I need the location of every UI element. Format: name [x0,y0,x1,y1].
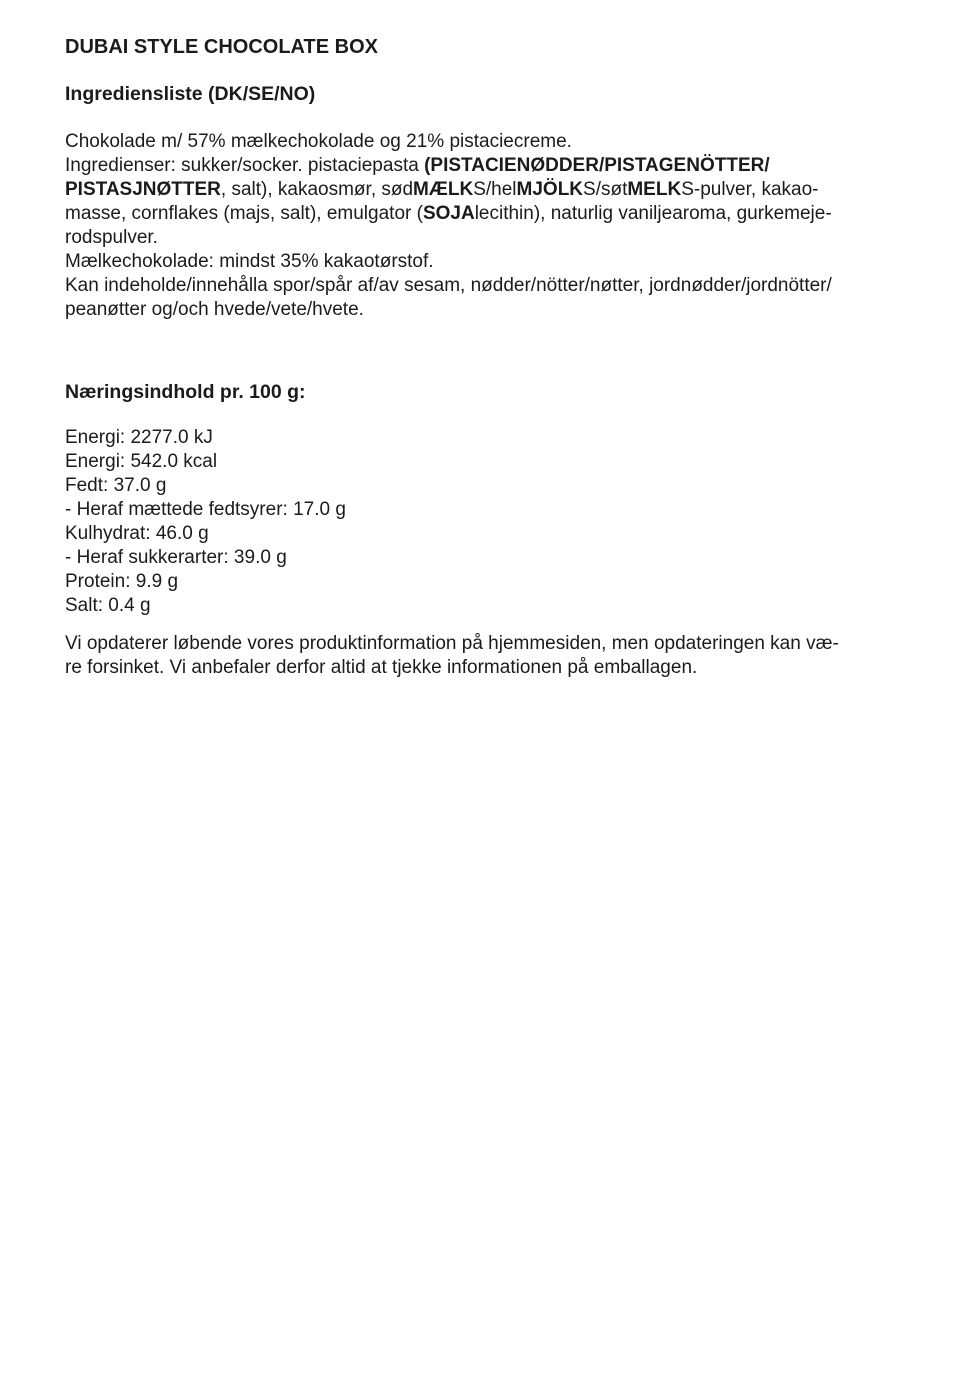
text-line: Mælkechokolade: mindst 35% kakaotørstof. [65,251,434,272]
nutrition-row-fat: Fedt: 37.0 g [65,475,167,496]
disclaimer-line: re forsinket. Vi anbefaler derfor altid at tjekke informationen på emballagen. [65,657,698,678]
nutrition-row-protein: Protein: 9.9 g [65,571,179,592]
nutrition-row-salt: Salt: 0.4 g [65,595,151,616]
text-line: rodspulver. [65,227,158,248]
nutrition-heading: Næringsindhold pr. 100 g: [65,381,306,403]
disclaimer-line: Vi opdaterer løbende vores produktinformation på hjemmesiden, men opdateringen kan væ- [65,633,839,654]
nutrition-row-saturated-fat: - Heraf mættede fedtsyrer: 17.0 g [65,499,346,520]
text-line: Kan indeholde/innehålla spor/spår af/av sesam, nødder/nötter/nøtter, jordnødder/jordnötter/ [65,275,832,296]
nutrition-row-sugars: - Heraf sukkerarter: 39.0 g [65,547,287,568]
disclaimer-paragraph [65,632,955,680]
nutrition-row-energy-kcal: Energi: 542.0 kcal [65,451,218,472]
text-line: Chokolade m/ 57% mælkechokolade og 21% pistaciecreme. [65,131,572,152]
page-title: DUBAI STYLE CHOCOLATE BOX [65,36,378,58]
text-line: Ingredienser: sukker/socker. pistaciepasta (PISTACIENØDDER/PISTAGENÖTTER/ [65,155,770,176]
nutrition-row-carbohydrate: Kulhydrat: 46.0 g [65,523,209,544]
text-line: PISTASJNØTTER, salt), kakaosmør, sødMÆLKS/helMJÖLKS/søtMELKS-pulver, kakao- [65,179,819,200]
ingredients-heading: Ingrediensliste (DK/SE/NO) [65,83,316,105]
nutrition-list [65,426,955,618]
document-content [65,35,955,680]
ingredients-paragraph [65,130,955,322]
text-line: masse, cornflakes (majs, salt), emulgator (SOJAlecithin), naturlig vaniljearoma, gurkemeje- [65,203,832,224]
nutrition-row-energy-kj: Energi: 2277.0 kJ [65,427,213,448]
text-line: peanøtter og/och hvede/vete/hvete. [65,299,364,320]
